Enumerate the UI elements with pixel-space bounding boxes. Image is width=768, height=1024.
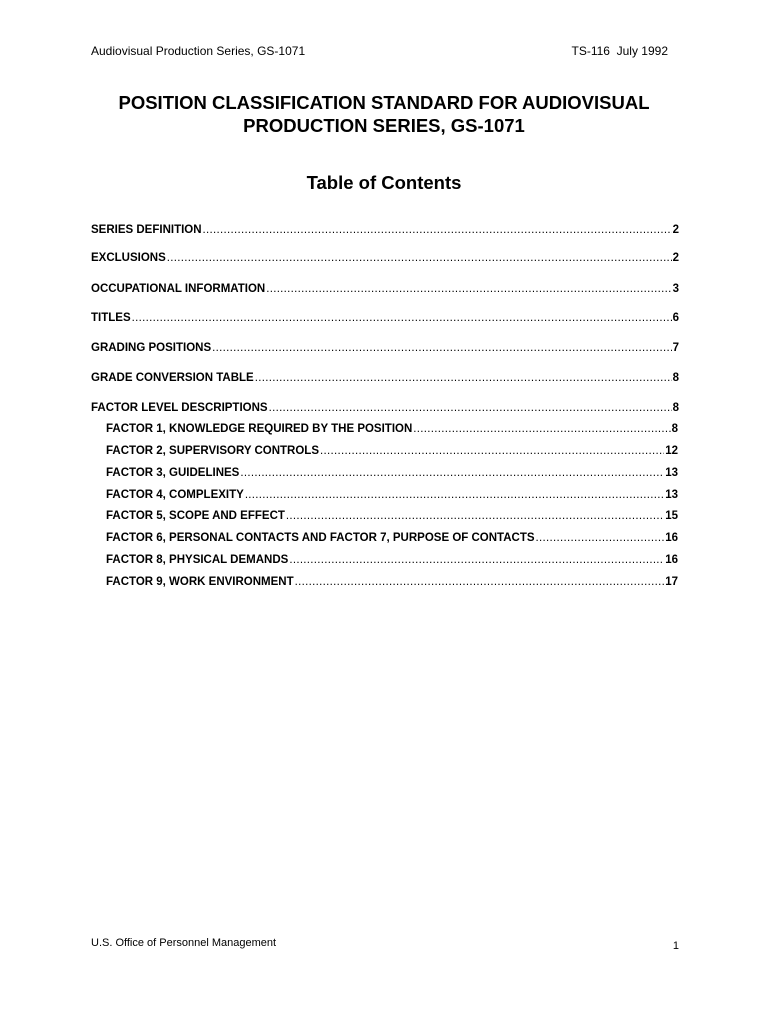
toc-entry-label: FACTOR 8, PHYSICAL DEMANDS	[106, 554, 289, 566]
toc-entry-factor-1[interactable]	[106, 422, 678, 436]
header-ts-date: TS-116 July 1992	[571, 44, 668, 58]
toc-entry-page: 3	[672, 283, 679, 295]
toc-entry-page: 2	[672, 252, 679, 264]
toc-leader-dots	[240, 466, 664, 480]
title-line-2: PRODUCTION SERIES, GS-1071	[243, 115, 525, 136]
toc-entry-series-definition[interactable]	[91, 223, 679, 237]
toc-leader-dots	[286, 509, 664, 523]
toc-entry-factor-9[interactable]	[106, 575, 678, 589]
toc-entry-label: OCCUPATIONAL INFORMATION	[91, 283, 266, 295]
toc-entry-exclusions[interactable]	[91, 251, 679, 265]
toc-entry-titles[interactable]	[91, 311, 679, 325]
toc-entry-label: TITLES	[91, 312, 131, 324]
toc-entry-page: 17	[665, 576, 678, 588]
toc-entry-page: 2	[672, 224, 679, 236]
toc-entry-label: FACTOR 1, KNOWLEDGE REQUIRED BY THE POSITION	[106, 423, 413, 435]
toc-entry-label: FACTOR 6, PERSONAL CONTACTS AND FACTOR 7, PURPOSE OF CONTACTS	[106, 532, 535, 544]
toc-entry-label: FACTOR 9, WORK ENVIRONMENT	[106, 576, 294, 588]
toc-entry-page: 13	[665, 489, 678, 501]
toc-leader-dots	[167, 251, 672, 265]
toc-entry-page: 8	[671, 423, 678, 435]
toc-entry-page: 8	[672, 372, 679, 384]
toc-entry-occupational-information[interactable]	[91, 282, 679, 296]
toc-entry-page: 8	[672, 402, 679, 414]
toc-entry-page: 16	[665, 554, 678, 566]
toc-leader-dots	[245, 488, 664, 502]
header-series: Audiovisual Production Series, GS-1071	[91, 44, 306, 58]
footer-agency: U.S. Office of Personnel Management	[91, 937, 277, 949]
footer-page-number: 1	[672, 940, 679, 952]
title-line-1: POSITION CLASSIFICATION STANDARD FOR AUDIOVISUAL	[118, 92, 650, 113]
toc-leader-dots	[212, 341, 671, 355]
toc-entry-page: 6	[672, 312, 679, 324]
toc-entry-page: 12	[665, 445, 678, 457]
toc-entry-page: 15	[665, 510, 678, 522]
toc-entry-label: FACTOR 5, SCOPE AND EFFECT	[106, 510, 285, 522]
toc-leader-dots	[203, 223, 672, 237]
toc-entry-factor-6-7[interactable]	[106, 531, 678, 545]
toc-entry-page: 13	[665, 467, 678, 479]
toc-entry-grade-conversion-table[interactable]	[91, 371, 679, 385]
toc-entry-label: EXCLUSIONS	[91, 252, 166, 264]
toc-entry-factor-2[interactable]	[106, 444, 678, 458]
toc-leader-dots	[255, 371, 672, 385]
toc-leader-dots	[289, 553, 664, 567]
toc-entry-grading-positions[interactable]	[91, 341, 679, 355]
toc-entry-label: FACTOR 2, SUPERVISORY CONTROLS	[106, 445, 320, 457]
toc-entry-factor-5[interactable]	[106, 509, 678, 523]
toc-leader-dots	[269, 401, 672, 415]
toc-leader-dots	[266, 282, 671, 296]
toc-entry-label: GRADING POSITIONS	[91, 342, 212, 354]
toc-entry-label: SERIES DEFINITION	[91, 224, 202, 236]
toc-entry-label: GRADE CONVERSION TABLE	[91, 372, 254, 384]
toc-entry-factor-3[interactable]	[106, 466, 678, 480]
toc-entry-factor-4[interactable]	[106, 488, 678, 502]
toc-leader-dots	[132, 311, 672, 325]
toc-entry-label: FACTOR 4, COMPLEXITY	[106, 489, 244, 501]
toc-entry-factor-8[interactable]	[106, 553, 678, 567]
page-footer	[91, 936, 679, 950]
toc-leader-dots	[536, 531, 665, 545]
toc-entry-page: 16	[665, 532, 678, 544]
toc-leader-dots	[295, 575, 665, 589]
toc-entry-label: FACTOR LEVEL DESCRIPTIONS	[91, 402, 268, 414]
toc-entry-page: 7	[672, 342, 679, 354]
toc-leader-dots	[413, 422, 670, 436]
toc-entry-factor-level-descriptions[interactable]	[91, 401, 679, 415]
toc-leader-dots	[320, 444, 664, 458]
toc-entry-label: FACTOR 3, GUIDELINES	[106, 467, 240, 479]
toc-heading: Table of Contents	[306, 172, 462, 193]
